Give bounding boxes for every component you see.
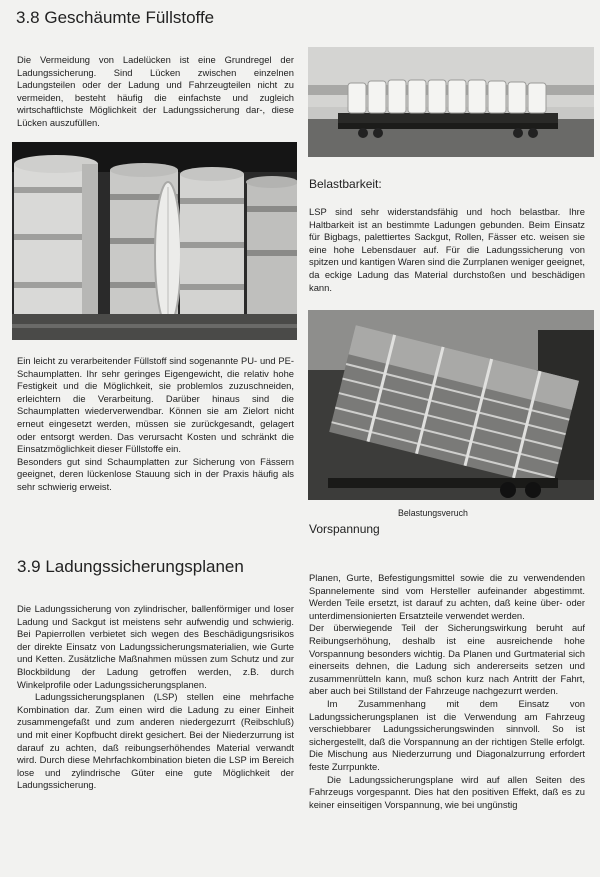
vorspannung-paragraph-2: Der überwiegende Teil der Sicherungswirkung beruht auf Reibungserhöhung, deshalb ist eine ausreichende hohe Vorspannung besonders wichtig. Da Planen und Gurtmaterial sich einerseits dehnen, die Ladung sich andererseits setzen und zusammenrütteln kann, muß schon kurz nach Antritt der Fahrt, aber auch bei Stillstand der Fahrzeuge nachgezurrt werden. xyxy=(309,622,585,697)
planen-paragraph-2: Ladungssicherungsplanen (LSP) stellen eine mehrfache Kombination dar. Zum einen wird die Ladung zu einer Einheit zusammengefaßt und zum anderen niedergezurrt (Reibschluß) und mit einer Kopfbucht direkt gesichert. Bei der Niederzurrung ist darauf zu achten, daß reibungserhöhendes Material verwandt wird. Durch diese Mehrfachkombination bieten die LSP im Bereich lose und zylindrische Güter eine gute Möglichkeit der Ladungssicherung. xyxy=(17,691,294,791)
planen-paragraph-1: Die Ladungssicherung von zylindrischer, ballenförmiger und loser Ladung und Sackgut ist meistens sehr aufwendig und schwierig. Bei Papierrollen verbietet sich wegen des Beschädigungsrisikos der direkte Einsatz von Ladungssicherungsmaterialien, wie Gurte und Ketten. Zusätzliche Maßnahmen müssen zum Schutz und zur Blockbildung der Ladung getroffen werden, z.B. durch Winkelprofile oder Ladungssicherungsplanen. xyxy=(17,603,294,690)
planen-body-text xyxy=(17,603,294,792)
foam-body-text xyxy=(17,355,294,494)
belastbarkeit-paragraph: LSP sind sehr widerstandsfähig und hoch belastbar. Ihre Haltbarkeit ist an bestimmte Ladungen gebunden. Beim Einsatz für Bigbags, palettiertes Sackgut, Rollen, Fässer etc. weisen sie eine hohe Lebensdauer auf. Für die Ladungssicherung von spitzen und kantigen Waren sind die Zurrplanen weniger geeignet, da eckige Ladung das Material durchstoßen und beschädigen kann. xyxy=(309,206,585,293)
foam-paragraph-1: Ein leicht zu verarbeitender Füllstoff sind sogenannte PU- und PE-Schaumplatten. Ihr sehr geringes Eigengewicht, die relativ hohe Festigkeit und die Möglichkeit, sie problemlos zuzuschneiden, erleichtern die Verarbeitung. Darüber hinaus sind die Schaumplatten wiederverwendbar. Können sie am Zielort nicht erneut eingesetzt werden, müssen sie zurückgesandt, gelagert oder entsorgt werden. Das verursacht Kosten und schränkt die Einsatzmöglichkeit dieser Füllstoffe ein. xyxy=(17,355,294,455)
vorspannung-paragraph-3: Im Zusammenhang mit dem Einsatz von Ladungssicherungsplanen ist die Verwendung am Fahrzeug verschiebbarer Ladungssicherungswinden sinnvoll. So ist sichergestellt, daß die Vorspannung an der richtigen Stelle erfolgt. Die Mischung aus Niederzurrung und Diagonalzurrung erfordert feste Zurrpunkte. xyxy=(309,697,585,772)
vorspannung-body-text xyxy=(309,572,585,811)
foam-paragraph-2: Besonders gut sind Schaumplatten zur Sicherung von Fässern geeignet, deren lückenlose Stauung sich in der Praxis häufig als sehr schwierig erweist. xyxy=(17,455,294,492)
section-heading-3-9: 3.9 Ladungssicherungsplanen xyxy=(17,557,244,576)
intro-text: Die Vermeidung von Ladelücken ist eine Grundregel der Ladungssicherung. Sind Lücken zwischen einzelnen Ladungsteilen oder der Ladung und Fahrzeugteilen nicht zu vermeiden, besteht häufig die einfachste und zugleich wirtschaftlichste Möglichkeit der Ladungssicherung dar-, diese Lücken auszufüllen. xyxy=(17,54,294,128)
figure-caption: Belastungsveruch xyxy=(398,508,468,518)
belastbarkeit-text xyxy=(309,206,585,294)
heading-vorspannung: Vorspannung xyxy=(309,522,380,536)
heading-belastbarkeit: Belastbarkeit: xyxy=(309,177,382,191)
section-heading-3-8: 3.8 Geschäumte Füllstoffe xyxy=(16,8,215,27)
intro-paragraph xyxy=(17,54,294,130)
photo-drums-foam-plates xyxy=(12,142,297,340)
photo-load-test xyxy=(308,310,594,500)
vorspannung-paragraph-1: Planen, Gurte, Befestigungsmittel sowie die zu verwendenden Spannelemente sind vom Hersteller aufeinander abgestimmt. Werden Teile ersetzt, ist darauf zu achten, daß keine über- oder unterdimensionierten Ersatzteile verwendet werden. xyxy=(309,572,585,621)
vorspannung-paragraph-4: Die Ladungssicherungsplane wird auf allen Seiten des Fahrzeugs vorgespannt. Dies hat den positiven Effekt, daß es zu keiner einseitigen Vorspannung, wie bei ungünstig xyxy=(309,773,585,810)
photo-rail-wagon-load xyxy=(308,47,594,157)
